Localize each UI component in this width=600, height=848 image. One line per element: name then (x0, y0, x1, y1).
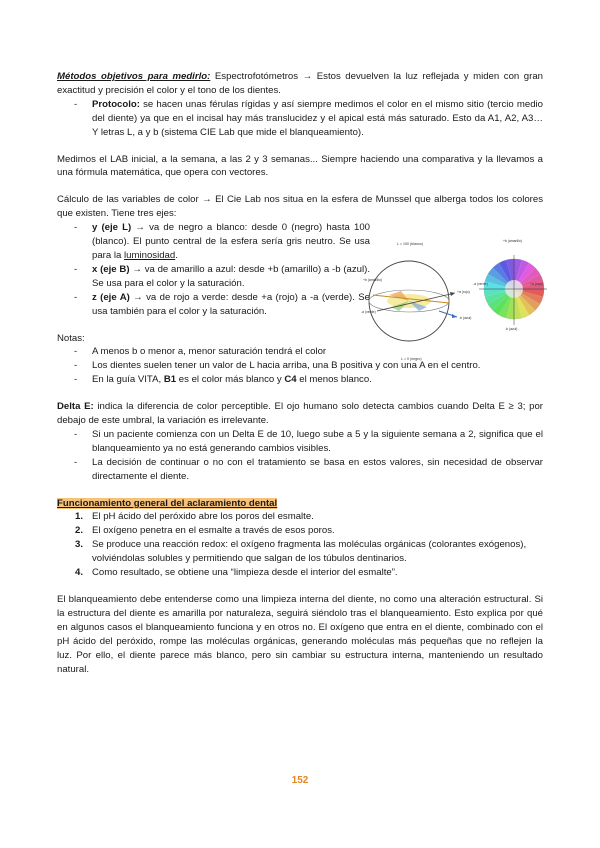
list-item: - En la guía VITA, B1 es el color más blanco y C4 el menos blanco. (92, 373, 543, 387)
wheel-label-minus-b: -b (azul) (505, 327, 518, 332)
final-paragraph: El blanqueamiento debe entenderse como una limpieza interna del diente, no como una alteración estructural. Si la estructura del diente es amarilla por naturaleza, seguirá siéndolo tras el blanqueamiento. Esto explica por qué en algunos casos el blanqueamiento funciona y en otros no. El oxígeno que entra en el diente, combinado con el pH ácido del peróxido, rompe las moléculas orgánicas, generando moléculas más pequeñas que no reflejen la luz. Por ello, el diente parece más blanco, pero sin cambiar su estructura interna, manteniendo un resultado natural. (57, 594, 543, 675)
list-item: 4. Como resultado, se obtiene una “limpieza desde el interior del esmalte”. (75, 567, 398, 579)
wheel-label-minus-a: -a (verde) (473, 282, 488, 287)
metodos-paragraph (57, 70, 543, 98)
label-minus-a: -a (verde) (361, 310, 376, 315)
list-item: - La decisión de continuar o no con el tratamiento se basa en estos valores, sin necesidad de observar directamente el diente. (92, 456, 543, 484)
page-number: 152 (291, 775, 309, 786)
label-l0: L = 0 (negro) (401, 357, 422, 362)
axis-z-label: z (eje A) (92, 291, 130, 303)
funcionamiento-heading: Funcionamiento general del aclaramiento dental (57, 497, 278, 509)
label-minus-b: -b (azul) (459, 316, 472, 321)
list-item: - Si un paciente comienza con un Delta E de 10, luego sube a 5 y la siguiente semana a 2, significa que el blanqueamiento ya no está generando cambios visibles. (92, 428, 543, 456)
axis-y-label: y (eje L) (92, 222, 132, 234)
delta-paragraph (57, 400, 543, 428)
calculo-paragraph: Cálculo de las variables de color → El Cie Lab nos situa en la esfera de Munssel que alberga todos los colores que existen. Tiene tres ejes: (57, 194, 543, 220)
wheel-label-plus-b: +b (amarillo) (503, 239, 522, 244)
axis-x-label: x (eje B) (92, 263, 130, 275)
funcionamiento-list (57, 510, 543, 580)
protocolo-text: se hacen unas férulas rígidas y así siempre medimos el color en el mismo sitio (tercio medio del diente) ya que en el incisal hay más translucidez y el apical está más saturado. Esto da A1, A2, A3… Y letras L, a y b (sistema CIE Lab que mide el blanqueamiento). (92, 98, 543, 138)
metodos-text: Espectrofotómetros → Estos devuelven la luz reflejada y miden con gran exactitud y precisión el color y el tono de los dientes. (57, 71, 543, 96)
axis-y-text: → va de negro a blanco: desde 0 (negro) hasta 100 (blanco). El punto central de la esfera sería gris neutro. Se usa para la (92, 222, 370, 261)
list-item: 1. El pH ácido del peróxido abre los poros del esmalte. (75, 511, 314, 523)
list-item: - A menos b o menor a, menor saturación tendrá el color (92, 345, 543, 359)
cielab-figure (359, 233, 547, 363)
delta-list (57, 428, 543, 484)
label-plus-a: +a (rojo) (457, 290, 470, 295)
list-item: 2. El oxígeno penetra en el esmalte a través de esos poros. (75, 525, 335, 537)
page-content (57, 70, 543, 676)
list-item (92, 263, 370, 291)
luminosidad-link: luminosidad (124, 249, 176, 261)
color-wheel (479, 255, 547, 325)
funcionamiento-heading-line (57, 497, 543, 511)
medimos-paragraph: Medimos el LAB inicial, a la semana, a las 2 y 3 semanas... Siempre haciendo una comparativa y la llevamos a una fórmula matemática, que opera con vectores. (57, 153, 543, 179)
metodos-heading: Métodos objetivos para medirlo: (57, 71, 211, 82)
list-item: 3. Se produce una reacción redox: el oxígeno fragmenta las moléculas orgánicas (colorantes exógenos), volviéndolas solubles y permitiendo que salgan de los túbulos dentinarios. (75, 539, 527, 565)
wheel-label-plus-a: +a (rojo) (530, 282, 543, 287)
axis-z-text: → va de rojo a verde: desde +a (rojo) a -a (verde). Se usa también para el color y la saturación. (92, 291, 370, 317)
delta-label: Delta E: (57, 401, 94, 413)
list-item (92, 291, 370, 319)
list-item (92, 98, 543, 140)
label-plus-b: +b (amarillo) (363, 278, 382, 283)
list-item: - Los dientes suelen tener un valor de L hacia arriba, una B positiva y con una A en el centro. (92, 359, 543, 373)
protocolo-label: Protocolo: (92, 98, 140, 110)
delta-text: indica la diferencia de color perceptible. El ojo humano solo detecta cambios cuando Delta E ≥ 3; por debajo de este umbral, la variación es irrelevante. (57, 401, 543, 427)
notas-list (57, 345, 543, 387)
label-l100: L = 100 (blanco) (397, 242, 423, 247)
notas-heading: Notas: (57, 332, 85, 344)
vita-c4: C4 (284, 374, 297, 386)
list-item: - y (eje L) → va de negro a blanco: desde 0 (negro) hasta 100 (blanco). El punto central de la esfera sería gris neutro. Se usa para la luminosidad. (92, 221, 370, 263)
protocolo-list (57, 98, 543, 140)
axis-x-text: → va de amarillo a azul: desde +b (amarillo) a -b (azul). Se usa para el color y la saturación. (92, 263, 370, 289)
axes-list (57, 221, 370, 318)
sphere-diagram (369, 249, 457, 353)
vita-b1: B1 (163, 374, 177, 386)
